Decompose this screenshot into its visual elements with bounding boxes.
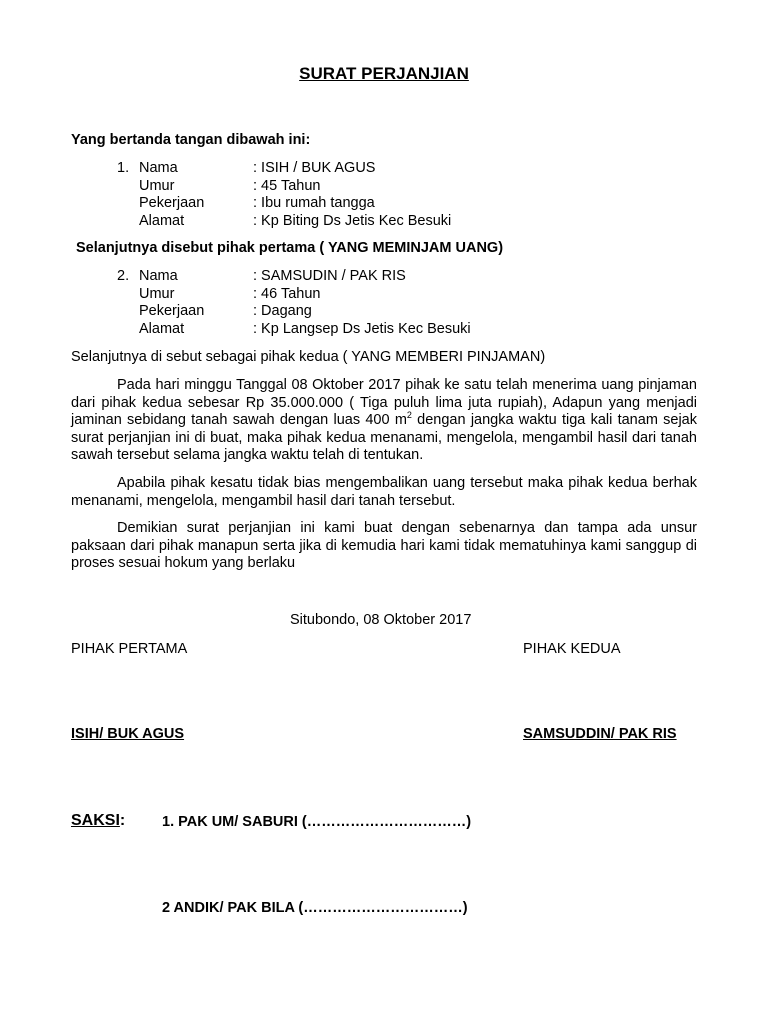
party-two-address-row [117, 321, 537, 339]
field-label: Nama [139, 160, 178, 176]
field-value: : Dagang [253, 303, 312, 319]
party-two-age-row [117, 286, 537, 304]
intro-text: Yang bertanda tangan dibawah ini: [71, 132, 311, 148]
paragraph-default-clause [71, 475, 697, 510]
party-one-number: 1. [117, 160, 130, 176]
party-one-designation: Selanjutnya disebut pihak pertama ( YANG MEMINJAM UANG) [76, 240, 504, 256]
witness-label: SAKSI [71, 812, 120, 829]
paragraph-text: dengan jangka waktu tiga kali tanam sejak surat perjanjian ini di buat, maka pihak kedua menanami, mengelola, mengambil hasil dari tanah sawah tersebut selama jangka waktu telah di tentukan. [71, 412, 698, 463]
field-label: Umur [139, 177, 175, 194]
superscript: 2 [406, 410, 412, 421]
field-value: : Kp Langsep Ds Jetis Kec Besuki [253, 320, 471, 337]
witness-colon: : [119, 812, 126, 829]
field-label: Pekerjaan [139, 195, 205, 211]
party-two-name-row [117, 268, 537, 286]
second-party-signature-name: SAMSUDDIN/ PAK RIS [523, 726, 677, 742]
party-one-name-row [117, 160, 537, 178]
field-value: : 46 Tahun [253, 285, 321, 302]
place-date: Situbondo, 08 Oktober 2017 [290, 612, 472, 628]
field-label: Nama [139, 268, 178, 284]
party-two-job-row [117, 303, 537, 321]
first-party-signature-name: ISIH/ BUK AGUS [71, 726, 185, 742]
party-one-address-row [117, 213, 537, 231]
party-one-job-row [117, 195, 537, 213]
paragraph-text: Demikian surat perjanjian ini kami buat dengan sebenarnya dan tampa ada unsur paksaan dari pihak manapun serta jika di kemudia hari kami tidak mematuhinya kami sanggup di proses sesuai hokum yang berlaku [71, 520, 697, 571]
field-value: : Ibu rumah tangga [253, 195, 375, 211]
paragraph-text: Pada hari minggu Tanggal 08 Oktober 2017 pihak ke satu telah menerima uang pinjaman dari pihak kedua sebesar Rp 35.000.000 ( Tiga puluh lima juta rupiah), Adapun yang menjadi jaminan sebidang tanah sawah dengan luas 400 m [71, 377, 697, 428]
paragraph-loan-terms [71, 377, 697, 465]
field-value: : ISIH / BUK AGUS [253, 160, 376, 176]
field-value: : 45 Tahun [253, 177, 321, 194]
witness-two: 2 ANDIK/ PAK BILA (……………………………) [162, 900, 468, 916]
document-title: SURAT PERJANJIAN [299, 64, 469, 83]
field-label: Pekerjaan [139, 303, 205, 319]
field-value: : SAMSUDIN / PAK RIS [253, 268, 406, 284]
field-label: Umur [139, 285, 175, 302]
first-party-label: PIHAK PERTAMA [71, 641, 188, 657]
second-party-label: PIHAK KEDUA [523, 641, 621, 657]
party-one-age-row [117, 178, 537, 196]
party-two-number: 2. [117, 268, 130, 284]
witness-heading [71, 812, 125, 830]
paragraph-closing [71, 520, 697, 573]
field-label: Alamat [139, 212, 185, 229]
party-two-designation: Selanjutnya di sebut sebagai pihak kedua ( YANG MEMBERI PINJAMAN) [71, 349, 546, 365]
witness-one: 1. PAK UM/ SABURI (……………………………) [162, 814, 472, 830]
field-value: : Kp Biting Ds Jetis Kec Besuki [253, 212, 452, 229]
field-label: Alamat [139, 320, 185, 337]
paragraph-text: Apabila pihak kesatu tidak bias mengembalikan uang tersebut maka pihak kedua berhak menanami, mengelola, mengambil hasil dari tanah tersebut. [71, 475, 697, 509]
party-one-details [117, 160, 537, 230]
party-two-details [117, 268, 537, 338]
